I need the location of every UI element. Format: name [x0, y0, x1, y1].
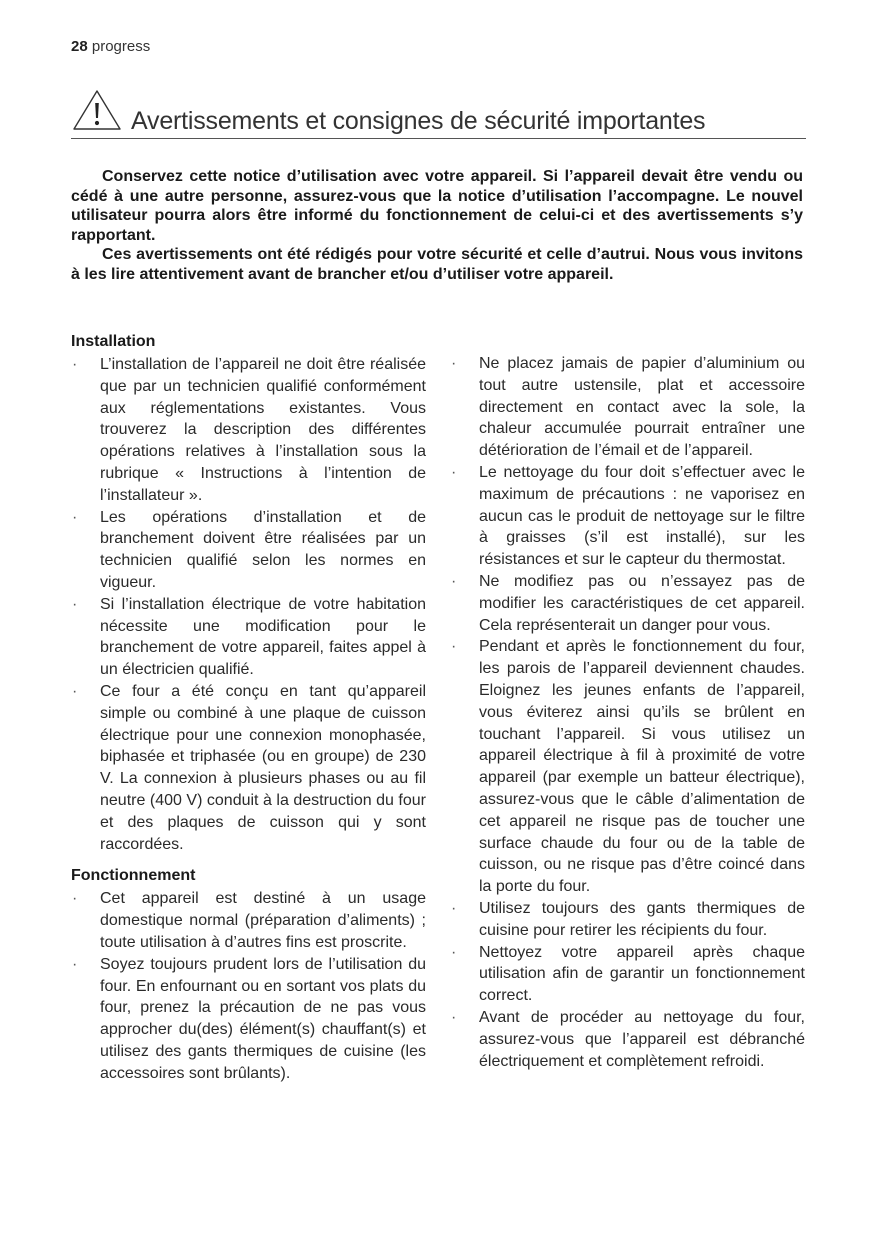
installation-heading: Installation [71, 333, 156, 350]
fonctionnement-heading: Fonctionnement [71, 867, 196, 885]
list-item: · Avant de procéder au nettoyage du four, assurez-vous que l’appareil est débranché électriquement et complètement refroidi. [450, 1007, 805, 1072]
list-item: · Cet appareil est destiné à un usage domestique normal (préparation d’aliments) ; toute utilisation à d’autres fins est proscrite. [71, 888, 426, 953]
list-item: · Ne modifiez pas ou n’essayez pas de modifier les caractéristiques de cet appareil. Cela représenterait un danger pour vous. [450, 571, 805, 636]
list-item: · Ne placez jamais de papier d’aluminium ou tout autre ustensile, plat et accessoire directement en contact avec la sole, la chaleur accumulée pourrait entraîner une détérioration de l’émail et de l’appareil. [450, 353, 805, 462]
warning-triangle-icon [71, 88, 123, 132]
page-number: 28 [71, 38, 88, 55]
list-item: · L’installation de l’appareil ne doit être réalisée que par un technicien qualifié conformément aux réglementations existantes. Vous trouverez la description des différentes opérations relatives à l’installation sous la rubrique « Instructions à l’intention de l’installateur ». [71, 354, 426, 507]
list-item: · Les opérations d’installation et de branchement doivent être réalisées par un technicien qualifié selon les normes en vigueur. [71, 507, 426, 594]
intro-paragraph: Conservez cette notice d’utilisation avec votre appareil. Si l’appareil devait être vendu ou cédé à une autre personne, assurez-vous que la notice d’utilisation l’accompagne. Le nouvel utilisateur pourra alors être informé du fonctionnement de celui-ci et des avertissements s’y rapportant. [71, 168, 803, 244]
list-item: · Pendant et après le fonctionnement du four, les parois de l’appareil deviennent chaudes. Eloignez les jeunes enfants de l’appareil, vous éviterez ainsi qu’ils se brûlent en touchant l’appareil. Si vous utilisez un appareil électrique à fil à proximité de votre appareil (par exemple un batteur électrique), assurez-vous que le câble d’alimentation de cet appareil ne risque pas de toucher une surface chaude du four ou de la table de cuisson, ou ne risque pas d’être coincé dans la porte du four. [450, 636, 805, 898]
brand-name: progress [91, 38, 151, 55]
fonctionnement-list [71, 888, 426, 1084]
intro-paragraph: Ces avertissements ont été rédigés pour votre sécurité et celle d’autrui. Nous vous invitons à les lire attentivement avant de brancher et/ou d’utiliser votre appareil. [71, 246, 803, 283]
right-column [450, 353, 805, 1072]
list-item: · Le nettoyage du four doit s’effectuer avec le maximum de précautions : ne vaporisez en aucun cas le produit de nettoyage sur le filtre à graisses (s’il est installé), sur les résistances et sur le capteur du thermostat. [450, 462, 805, 571]
safety-list [450, 353, 805, 1072]
page-header [71, 38, 150, 55]
list-item: · Ce four a été conçu en tant qu’appareil simple ou combiné à une plaque de cuisson électrique pour une connexion monophasée, biphasée et triphasée (ou en groupe) de 230 V. La connexion à plusieurs phases ou au fil neutre (400 V) conduit à la destruction du four et des plaques de cuisson qui y sont raccordées. [71, 681, 426, 855]
list-item: · Soyez toujours prudent lors de l’utilisation du four. En enfournant ou en sortant vos plats du four, prenez la précaution de ne pas vous approcher du(des) élément(s) chauffant(s) et utilisez des gants thermiques de cuisine (les accessoires sont brûlants). [71, 954, 426, 1085]
intro-notice [71, 167, 803, 284]
list-item: · Utilisez toujours des gants thermiques de cuisine pour retirer les récipients du four. [450, 898, 805, 942]
list-item: · Si l’installation électrique de votre habitation nécessite une modification pour le branchement de votre appareil, faites appel à un électricien qualifié. [71, 594, 426, 681]
list-item: · Nettoyez votre appareil après chaque utilisation afin de garantir un fonctionnement correct. [450, 942, 805, 1007]
page-title: Avertissements et consignes de sécurité importantes [131, 107, 706, 135]
installation-list [71, 354, 426, 855]
left-column [71, 331, 426, 1085]
section-title-row [71, 88, 806, 139]
